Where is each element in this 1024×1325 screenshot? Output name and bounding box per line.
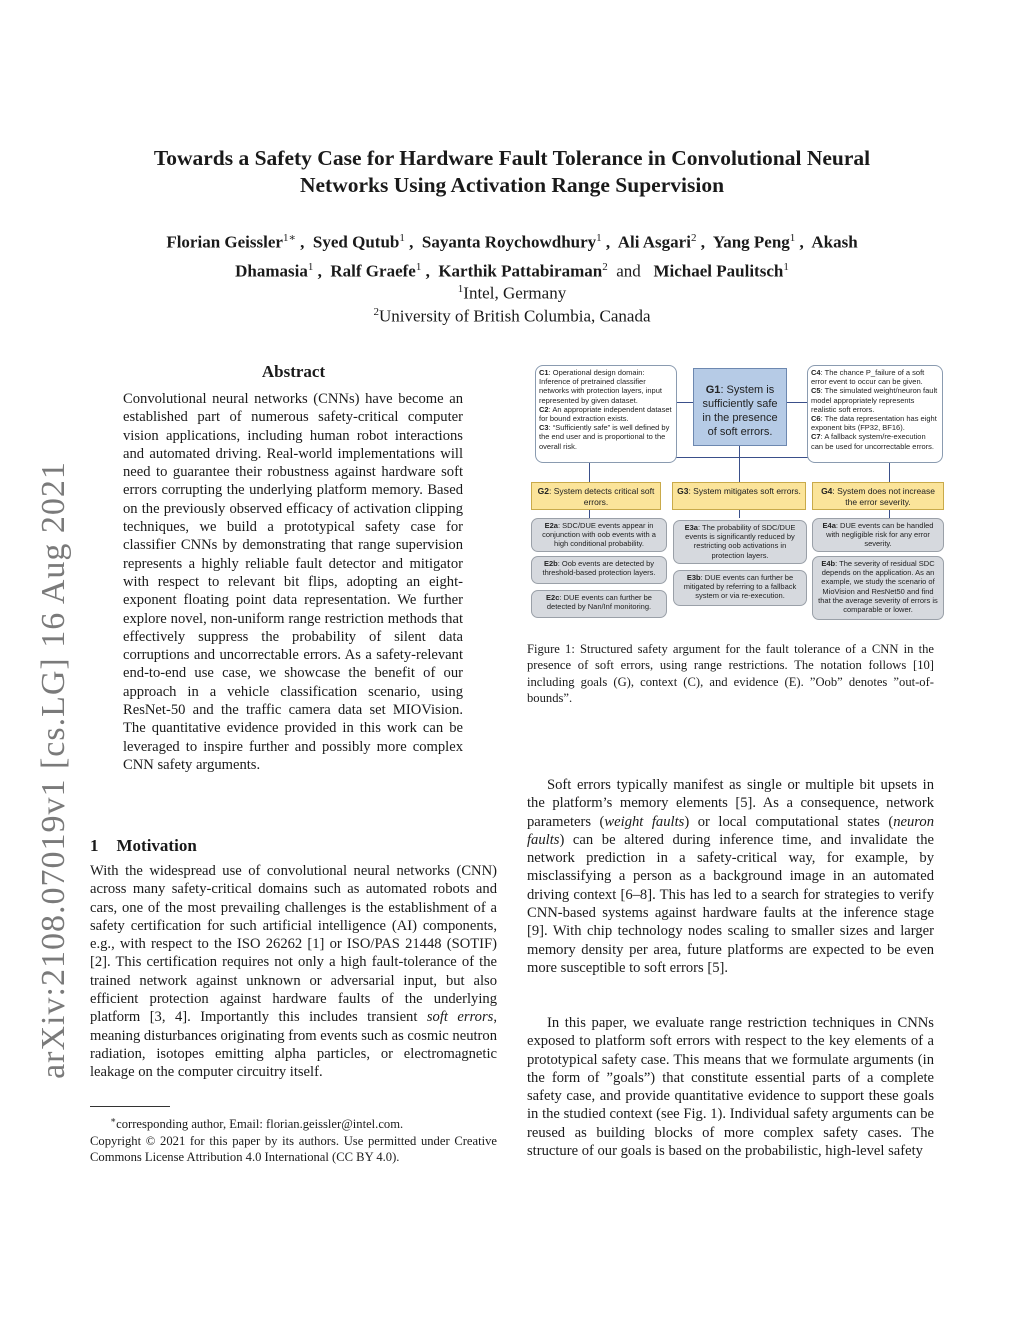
context-label: C2: [539, 404, 549, 414]
evidence-label: E2b: [543, 559, 558, 568]
context-text: : The simulated weight/neuron fault model appropriately represents realistic soft errors.: [811, 386, 938, 414]
author: Sayanta Roychowdhury: [421, 232, 597, 252]
arxiv-identifier: arXiv:2108.07019v1 [cs.LG] 16 Aug 2021: [35, 461, 72, 1079]
evidence-e2c: [531, 590, 667, 618]
section-title: Motivation: [116, 836, 197, 855]
and-word: and: [616, 261, 641, 281]
goal-label: G1: [705, 384, 721, 396]
author-sup: 2: [690, 232, 697, 244]
author: Karthik Pattabiraman: [438, 261, 603, 281]
section-number: 1: [90, 836, 99, 855]
motivation-paragraph: [90, 862, 497, 1082]
evidence-label: E4a: [822, 521, 836, 530]
author: Ali Asgari: [617, 232, 691, 252]
p1-text-b: ) or local computational states (: [684, 813, 894, 830]
context-item: [811, 386, 939, 414]
abstract-body: Convolutional neural networks (CNNs) have become an established part of numerous safety-critical computer vision applications, including human robot interactions and automated driving. Real-world implementations will need to guarantee their robustness against hardware soft errors corrupting the underlying platform memory. Based on the previously observed efficacy of activation clipping techniques, we build a prototypical safety case for classifier CNNs by demonstrating that range supervision represents a highly reliable fault detector and mitigator with respect to relevant bit flips, adopting an eight-exponent floating point data representation. We further explore novel, non-uniform range restriction methods that effectively suppress the probability of silent data corruptions and uncorrectable errors. As a safety-relevant end-to-end use case, we showcase the benefit of our approach in a vehicle classification scenario, using ResNet-50 and the traffic camera data set MIOVision. The quantitative evidence provided in this work can be leveraged to inspire further and possibly more complex CNN safety arguments.: [123, 391, 463, 773]
motivation-emphasis: soft errors: [426, 1009, 494, 1026]
connector-line: [786, 402, 807, 403]
goal-label: G2: [537, 486, 549, 496]
evidence-e2a: [531, 518, 667, 552]
goal-label: G4: [821, 486, 833, 496]
footnote-email: corresponding author, Email: florian.geissler@intel.com.: [116, 1117, 404, 1132]
context-label: C4: [811, 368, 821, 377]
connector-line: [739, 457, 740, 482]
p1-text-a: Soft errors typically manifest as single or multiple bit upsets in the platform’s memory elements [5]. As a consequence, network parameters (: [527, 777, 934, 830]
evidence-e2b: [531, 556, 667, 584]
p1-emphasis-1: weight faults: [604, 813, 685, 830]
context-label: C3: [539, 423, 549, 433]
context-right-box: [807, 365, 943, 463]
author: Yang Peng: [712, 232, 790, 252]
author-line-1: Florian Geissler$^{1∗}$ , Syed Qutub$^1$ , Sayanta Roychowdhury$^1$ , Ali Asgari$^2$ , Yang Peng$^1$ , Akash: [166, 232, 858, 252]
context-text: : Operational design domain: Inference of pretrained classifier networks with protection layers, input represented by given dataset.: [539, 368, 662, 405]
goal-g3-box: [672, 482, 806, 510]
evidence-text: : SDC/DUE events appear in conjunction with oob events with a high conditional probability.: [542, 521, 656, 549]
author-line-2: Dhamasia$^1$ , Ralf Graefe$^1$ , Karthik Pattabiraman$^2$ and Michael Paulitsch$^1$: [235, 260, 789, 281]
context-label: C5: [811, 386, 821, 396]
motivation-text-a: With the widespread use of convolutional neural networks (CNN) across many safety-critical domains such as automated robots and cars, one of the most prevailing challenges is the establishment of a safety certification for such artificial intelligence (AI) components, e.g., with respect to the ISO 26262 [1] or ISO/PAS 21448 (SOTIF) [2]. This certification requires not only a high fault-tolerance of the trained network against unknown or adversarial input, but also efficient protection against hardware faults of the underlying platform [3, 4]. Importantly this includes transient: [90, 863, 497, 1026]
evidence-text: : Oob events are detected by threshold-based protection layers.: [542, 559, 656, 578]
context-left-box: [535, 365, 677, 463]
evidence-e3b: [673, 570, 807, 606]
evidence-e3a: [673, 520, 807, 564]
context-item: [539, 423, 673, 451]
goal-text: : System mitigates soft errors.: [688, 486, 801, 496]
author-sup: 1: [415, 260, 422, 273]
author-sup: 1: [307, 260, 314, 273]
author-sup: 1∗: [282, 232, 296, 244]
author: Syed Qutub: [312, 232, 400, 252]
author-first-part: Akash: [811, 232, 858, 252]
paper-title: [90, 145, 934, 199]
figure-caption: Figure 1: Structured safety argument for the fault tolerance of a CNN in the presence of soft errors, using range restrictions. The notation follows [10] including goals (G), context (C), and evidence (E). ”Oob” denotes ”out-of-bounds”.: [527, 642, 934, 705]
author-sup: 1: [399, 232, 405, 244]
author-last-part: Dhamasia: [235, 261, 308, 281]
affil-sup: 1: [457, 283, 464, 295]
motivation-text-b: , meaning disturbances originating from events such as cosmic neutron radiation, isotopes emitting alpha particles, or electromagnetic leakage on the computer circuitry itself.: [90, 1009, 497, 1081]
context-text: : A fallback system/re-execution can be used for uncorrectable errors.: [811, 432, 934, 451]
goal-g1-box: [693, 368, 787, 446]
evidence-text: : DUE events can further be detected by Nan/Inf monitoring.: [546, 593, 652, 612]
author-sup: 1: [783, 260, 789, 273]
context-label: C7: [811, 432, 821, 442]
context-item: [811, 368, 939, 386]
context-label: C6: [811, 414, 821, 424]
goal-g4-box: [812, 482, 944, 510]
p1-emphasis-2: neuron faults: [527, 813, 935, 848]
author-list: [80, 226, 944, 283]
evidence-e4b: [812, 556, 944, 620]
affil-sup: 2: [373, 306, 379, 318]
connector-line: [677, 402, 694, 403]
footnote-line-1: [90, 1112, 497, 1133]
evidence-label: E2c: [546, 593, 560, 602]
figure-safety-argument: [527, 360, 947, 630]
abstract-heading: Abstract: [261, 362, 326, 381]
context-text: : The chance P_failure of a soft error event to occur can be given.: [811, 368, 925, 387]
context-item: [539, 368, 673, 405]
affiliation-2: [80, 301, 944, 328]
author: Florian Geissler: [166, 232, 283, 252]
goal-label: G3: [677, 486, 689, 496]
evidence-e4a: [812, 518, 944, 552]
context-label: C1: [539, 368, 549, 377]
footnote-rule: [90, 1106, 170, 1107]
evidence-label: E3b: [686, 573, 701, 582]
footnote: [90, 1112, 497, 1166]
p1-text-c: ) can be altered during inference time, and invalidate the network prediction in a safety-critical way, for example, by misclassifying a person as a background image in an automated driving context [6–8]. This has led to a search for strategies to verify CNN-based systems against hardware faults at the inference stage [9]. With chip technology nodes scaling to smaller sizes and larger memory density per area, future platforms are expected to be even more susceptible to soft errors [5].: [527, 831, 934, 976]
evidence-text: : DUE events can further be mitigated by referring to a fallback system or via re-execution.: [683, 573, 797, 601]
evidence-label: E2a: [544, 521, 558, 530]
right-paragraph-2: In this paper, we evaluate range restriction techniques in CNNs exposed to platform soft errors with respect to the key elements of a prototypical safety case. This means that we formulate arguments (in the form of ”goals”) that constitute essential parts of a complete safety case, and provide quantitative evidence to support these goals in the studied context (see Fig. 1). Individual safety arguments can be reused as building blocks of more complex safety cases. The structure of our goals is based on the probabilistic, high-level safety: [527, 1015, 934, 1160]
evidence-text: : The severity of residual SDC depends on the application. As an example, we study the scenario of MioVision and ResNet50 and find that the average severity of errors is comparable or lower.: [818, 559, 938, 615]
affil-text: Intel, Germany: [463, 283, 567, 303]
context-text: : An appropriate independent dataset for bound extraction exists.: [539, 404, 672, 424]
affil-text: University of British Columbia, Canada: [379, 306, 651, 326]
author: Ralf Graefe: [330, 261, 416, 281]
author-sup: 1: [596, 232, 602, 244]
evidence-text: : DUE events can be handled with negligible risk for any error severity.: [826, 521, 934, 549]
evidence-text: : The probability of SDC/DUE events is significantly reduced by restricting oob activations in protection layers.: [685, 523, 796, 560]
context-text: : The data representation has eight exponent bits (FP32, BF16).: [811, 414, 937, 433]
goal-g2-box: [531, 482, 661, 510]
goal-text: : System detects critical soft errors.: [549, 486, 655, 507]
author-sup: 2: [602, 260, 608, 273]
context-text: : “Sufficiently safe” is well defined by the end user and is proportional to the overall risk.: [539, 423, 670, 451]
footnote-line-2: Copyright © 2021 for this paper by its authors. Use permitted under Creative Commons License Attribution 4.0 International (CC BY 4.0).: [90, 1133, 497, 1165]
goal-text: : System does not increase the error severity.: [832, 486, 935, 507]
right-paragraph-1: [527, 776, 934, 977]
title-line-2: Networks Using Activation Range Supervision: [299, 173, 725, 197]
evidence-label: E3a: [684, 523, 698, 532]
context-item: [539, 405, 673, 423]
context-item: [811, 432, 939, 450]
author: Michael Paulitsch: [653, 261, 784, 281]
evidence-label: E4b: [821, 559, 836, 568]
context-item: [811, 414, 939, 432]
title-line-1: Towards a Safety Case for Hardware Fault Tolerance in Convolutional Neural: [153, 146, 871, 170]
goal-text: : System is sufficiently safe in the presence of soft errors.: [702, 384, 778, 438]
section-heading: [90, 836, 215, 856]
footnote-sup: ∗: [110, 1115, 117, 1125]
author-sup: 1: [789, 232, 796, 244]
